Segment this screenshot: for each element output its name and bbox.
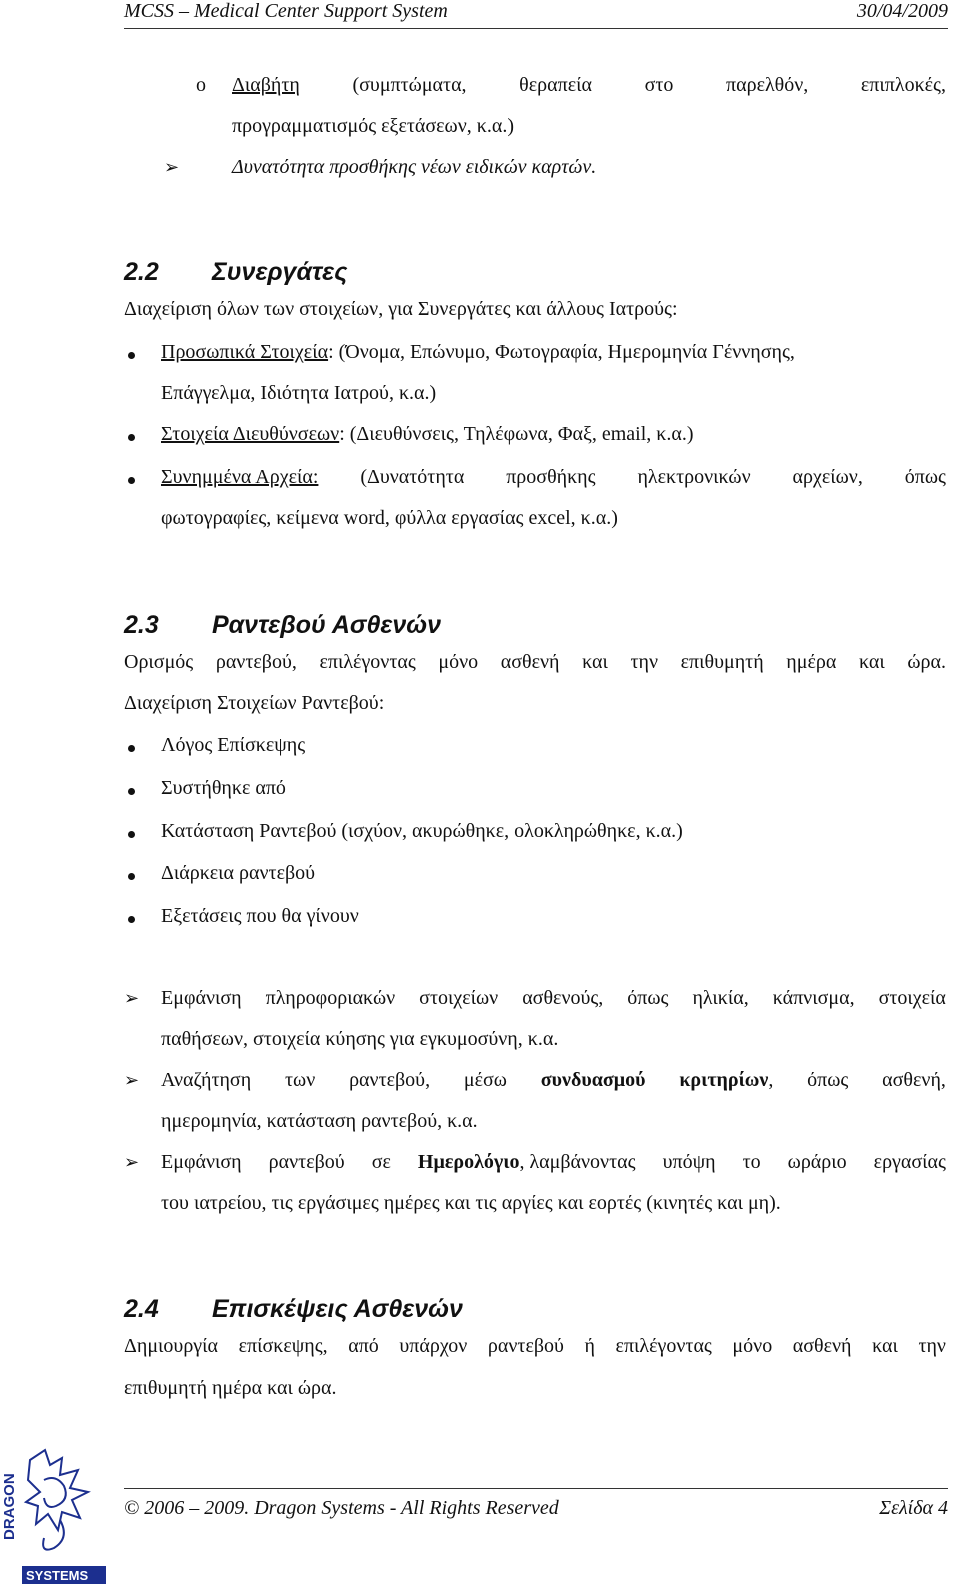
visits-text (124, 1335, 946, 1358)
word: υπόψη (662, 1151, 716, 1173)
arrow-bullet-icon: ➢ (124, 1070, 140, 1091)
word: όπως (904, 466, 946, 488)
section-heading-2-3 (124, 611, 441, 640)
footer-page-number: Σελίδα 4 (879, 1497, 948, 1519)
word: (συμπτώματα, (352, 74, 467, 96)
section-title: Επισκέψεις Ασθενών (212, 1295, 463, 1323)
bullet-icon (128, 916, 135, 923)
word: υπάρχον (399, 1335, 468, 1357)
personal-info-link[interactable]: Προσωπικά Στοιχεία (161, 341, 329, 363)
word: παρελθόν, (726, 74, 809, 96)
word: ασθενή, (882, 1069, 946, 1091)
bullet-icon (128, 477, 135, 484)
word: στο (644, 74, 674, 96)
page-header (124, 0, 948, 29)
word: ασθενούς, (522, 987, 604, 1009)
address-text: : (Διευθύνσεις, Τηλέφωνα, Φαξ, email, κ.α.) (339, 423, 694, 445)
word: ώρα. (907, 651, 946, 673)
section-heading-2-2 (124, 258, 347, 287)
word: επιθυμητή (680, 651, 764, 673)
word: ασθενή (792, 1335, 852, 1357)
attachments-line-2: φωτογραφίες, κείμενα word, φύλλα εργασίας excel, κ.α.) (161, 507, 618, 529)
address-item (161, 423, 694, 446)
word: ασθενή (500, 651, 560, 673)
arrow-bullet-icon: ➢ (164, 157, 180, 178)
list-item: Κατάσταση Ραντεβού (ισχύον, ακυρώθηκε, ολοκληρώθηκε, κ.α.) (161, 820, 683, 842)
address-link[interactable]: Στοιχεία Διευθύνσεων (161, 423, 340, 445)
word: επίσκεψης, (238, 1335, 328, 1357)
section-intro (124, 651, 946, 674)
word: Δημιουργία (124, 1335, 219, 1357)
personal-info-item (161, 341, 795, 364)
word: ή (584, 1335, 595, 1357)
word: Εμφάνιση (161, 987, 242, 1009)
word: ραντεβού, (349, 1069, 431, 1091)
word: θεραπεία (519, 74, 592, 96)
word: από (348, 1335, 379, 1357)
feature-patient-info-line-2: παθήσεων, στοιχεία κύησης για εγκυμοσύνη, κ.α. (161, 1028, 559, 1050)
word: Αναζήτηση (161, 1069, 252, 1091)
word: μόνο (732, 1335, 773, 1357)
bold-word: συνδυασμού (540, 1069, 646, 1091)
list-item: Λόγος Επίσκεψης (161, 734, 306, 756)
feature-calendar-line-2: του ιατρείου, τις εργάσιμες ημέρες και τις αργίες και εορτές (κινητές και μη). (161, 1192, 781, 1214)
section-title: Συνεργάτες (212, 258, 348, 286)
feature-search (161, 1069, 946, 1092)
word: όπως (807, 1069, 849, 1091)
word: ημέρα (786, 651, 837, 673)
word: Ορισμός (124, 651, 194, 673)
word: ηλικία, (692, 987, 749, 1009)
section-intro: Διαχείριση όλων των στοιχείων, για Συνεργάτες και άλλους Ιατρούς: (124, 298, 678, 320)
word: όπως (627, 987, 669, 1009)
bullet-icon (128, 352, 135, 359)
word: μόνο (438, 651, 479, 673)
word: προσθήκης (506, 466, 596, 488)
feature-calendar (161, 1151, 946, 1174)
word: , λαμβάνοντας (519, 1151, 636, 1173)
arrow-bullet-icon: ➢ (124, 988, 140, 1009)
dragon-logo-icon (0, 1430, 108, 1586)
feature-patient-info (161, 987, 946, 1010)
logo-top-word: DRAGON (1, 1473, 18, 1540)
word-group (679, 1069, 773, 1092)
bullet-icon (128, 831, 135, 838)
word: (Δυνατότητα (360, 466, 465, 488)
word: σε (371, 1151, 391, 1173)
word: πληροφοριακών (265, 987, 396, 1009)
word: , (768, 1069, 774, 1091)
word-group (418, 1151, 636, 1174)
word: ωράριο (787, 1151, 847, 1173)
list-item: Διάρκεια ραντεβού (161, 862, 316, 884)
word: και (872, 1335, 898, 1357)
word: επιλέγοντας (615, 1335, 712, 1357)
footer-rule (124, 1488, 948, 1489)
word: ραντεβού (487, 1335, 564, 1357)
attachments-link[interactable]: Συνημμένα Αρχεία: (161, 466, 319, 488)
diabetes-link[interactable]: Διαβήτη (232, 74, 300, 96)
bold-word: Ημερολόγιο (417, 1151, 520, 1173)
word: αρχείων, (792, 466, 863, 488)
word: Εμφάνιση (161, 1151, 242, 1173)
word: την (630, 651, 659, 673)
word: ηλεκτρονικών (637, 466, 751, 488)
attachments-item (161, 466, 946, 489)
word: και (858, 651, 885, 673)
personal-info-text: : (Όνομα, Επώνυμο, Φωτογραφία, Ημερομηνία Γέννησης, (328, 341, 795, 363)
header-title: MCSS – Medical Center Support System (124, 0, 448, 22)
diabetes-line (232, 74, 946, 97)
word: κάπνισμα, (772, 987, 855, 1009)
word: στοιχεία (878, 987, 946, 1009)
word: μέσω (463, 1069, 507, 1091)
list-item: Συστήθηκε από (161, 777, 286, 799)
list-item: Εξετάσεις που θα γίνουν (161, 905, 359, 927)
sub-bullet-marker: o (196, 74, 206, 96)
personal-info-line-2: Επάγγελμα, Ιδιότητα Ιατρού, κ.α.) (161, 382, 437, 404)
manage-appointments-label: Διαχείριση Στοιχείων Ραντεβού: (124, 692, 385, 714)
word: ραντεβού (268, 1151, 345, 1173)
bold-word: κριτηρίων (679, 1069, 769, 1091)
section-number: 2.4 (124, 1295, 159, 1323)
section-number: 2.3 (124, 611, 159, 639)
word: ραντεβού, (215, 651, 297, 673)
new-cards-text: Δυνατότητα προσθήκης νέων ειδικών καρτών. (232, 156, 597, 178)
word: και (582, 651, 608, 673)
bullet-icon (128, 745, 135, 752)
section-title: Ραντεβού Ασθενών (212, 611, 442, 639)
word: την (918, 1335, 946, 1357)
bullet-icon (128, 788, 135, 795)
word: επιπλοκές, (860, 74, 946, 96)
visits-text-line-2: επιθυμητή ημέρα και ώρα. (124, 1377, 337, 1399)
dragon-systems-logo (0, 1430, 108, 1586)
section-heading-2-4 (124, 1295, 463, 1324)
word: των (285, 1069, 316, 1091)
feature-search-line-2: ημερομηνία, κατάσταση ραντεβού, κ.α. (161, 1110, 478, 1132)
section-number: 2.2 (124, 258, 159, 286)
word: το (742, 1151, 761, 1173)
header-date: 30/04/2009 (856, 0, 948, 22)
arrow-bullet-icon: ➢ (124, 1152, 140, 1173)
logo-bottom-word: SYSTEMS (26, 1568, 89, 1583)
bullet-icon (128, 434, 135, 441)
diabetes-line-2: προγραμματισμός εξετάσεων, κ.α.) (232, 115, 514, 137)
footer-copyright: © 2006 – 2009. Dragon Systems - All Rights Reserved (124, 1497, 559, 1519)
word: στοιχείων (419, 987, 499, 1009)
bullet-icon (128, 873, 135, 880)
word: επιλέγοντας (319, 651, 416, 673)
word: εργασίας (873, 1151, 946, 1173)
